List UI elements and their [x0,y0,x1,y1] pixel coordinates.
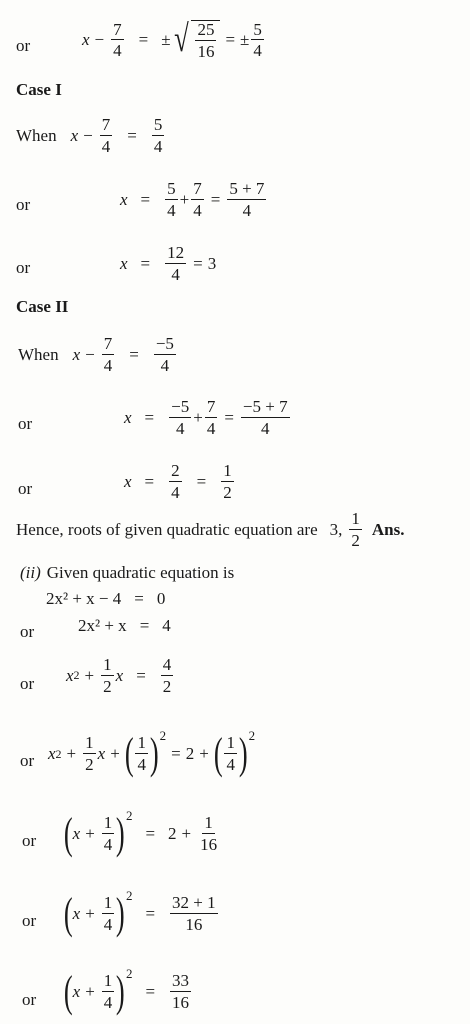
equation-line-6: x = $\frac{-5}{4}$ + $\frac{7}{4}$ = $\frac{-5 + 7}{4}$ [124,397,288,438]
heading-case-1: Case I [16,80,62,99]
equation-line-12: ( x + $\frac{1}{4}$ ) 2 = 2 + $\frac{1}{16}$ [63,808,218,858]
equation-line-7: x = $\frac{2}{4}$ = $\frac{1}{2}$ [124,461,232,502]
equation-line-10: x 2 + $\frac{1}{2}$ x = $\frac{4}{2}$ [66,655,172,696]
equation-line-9: 2x² + x = 4 [78,616,171,635]
connector-or: or [16,36,31,55]
connector-or: or [16,195,31,214]
connector-or: or [20,622,35,641]
equation-line-8: 2x² + x − 4 = 0 [46,589,166,608]
equation-line-13: ( x + $\frac{1}{4}$ ) 2 = $\frac{32 + 1}{16}$ [63,888,216,938]
connector-or: or [16,258,31,277]
connector-or: or [18,479,33,498]
square-root: √ 25 16 [171,20,221,61]
heading-case-2: Case II [16,297,69,316]
connector-or: or [20,674,35,693]
connector-or: or [20,751,35,770]
equation-line-4: x = $\frac{12}{4}$ = 3 [120,243,217,284]
equation-line-1: x − $\frac{7}{4}$ = ± √ 25 16 = ± $\frac{5}{4}$ [82,18,262,61]
connector-or: or [22,990,37,1009]
equation-line-3: x = $\frac{5}{4}$ + $\frac{7}{4}$ = $\frac{5 + 7}{4}$ [120,179,265,220]
equation-line-2: When x − $\frac{7}{4}$ = $\frac{5}{4}$ [16,115,163,156]
connector-or: or [22,911,37,930]
variable-x: x [82,30,90,50]
part-ii-heading: (ii) Given quadratic equation is [20,563,235,582]
connector-or: or [22,831,37,850]
fraction: $\frac{7}{4}$ [113,19,122,61]
equation-line-14: ( x + $\frac{1}{4}$ ) 2 = $\frac{33}{16}$ [63,966,190,1016]
conclusion-line: Hence, roots of given quadratic equation are 3, 1 2 Ans. [16,509,405,550]
equation-line-11: x 2 + $\frac{1}{2}$ x + ( 1 4 ) 2 = 2 + ( 1 4 ) 2 [48,728,256,778]
equation-line-5: When x − $\frac{7}{4}$ = $\frac{-5}{4}$ [18,334,174,375]
connector-or: or [18,414,33,433]
